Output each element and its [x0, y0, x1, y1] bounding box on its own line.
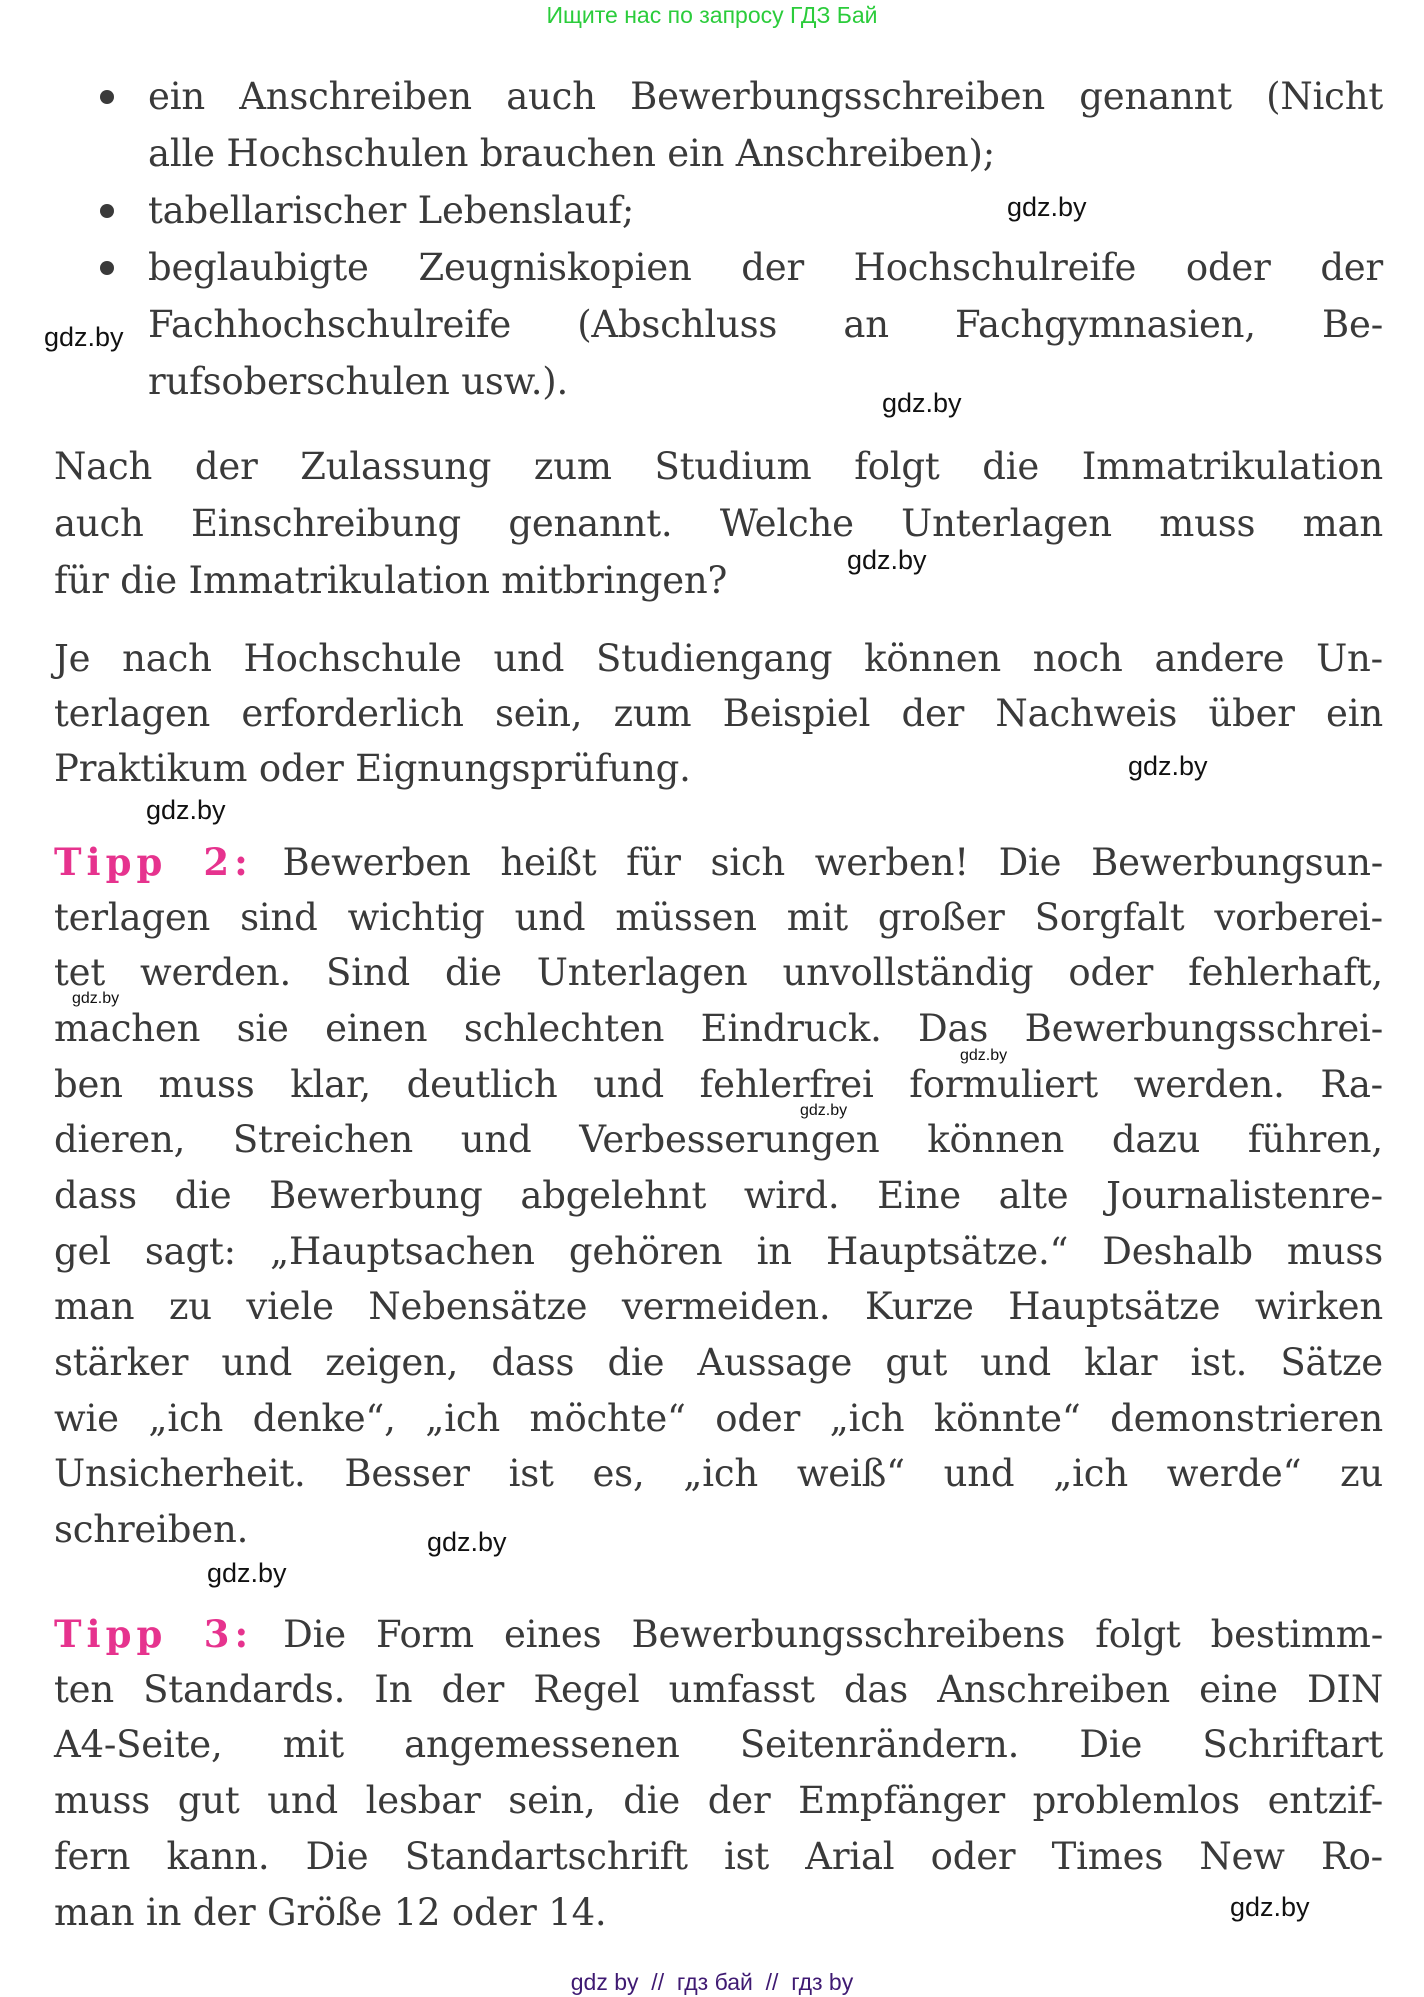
watermark: gdz.by	[1007, 192, 1087, 222]
paragraph-line: ben muss klar, deutlich und fehlerfrei formuliert werden. Ra-	[54, 1063, 1383, 1106]
paragraph-line: auch Einschreibung genannt. Welche Unterlagen muss man	[54, 502, 1383, 545]
watermark: gdz.by	[146, 795, 226, 825]
watermark: gdz.by	[72, 990, 120, 1007]
list-item-line: beglaubigte Zeugniskopien der Hochschulreife oder der	[148, 246, 1383, 289]
paragraph-line: Unsicherheit. Besser ist es, „ich weiß“ und „ich werde“ zu	[54, 1452, 1383, 1495]
bullet-icon	[100, 90, 114, 104]
paragraph-line: terlagen erforderlich sein, zum Beispiel der Nachweis über ein	[54, 692, 1383, 735]
watermark: gdz.by	[847, 545, 927, 575]
paragraph-line: Nach der Zulassung zum Studium folgt die Immatrikulation	[54, 445, 1383, 488]
footer-links: gdz by // гдз бай // гдз by	[570, 1969, 854, 1995]
watermark: gdz.by	[427, 1527, 507, 1557]
list-item-line: tabellarischer Lebenslauf;	[148, 189, 635, 232]
watermark: gdz.by	[882, 388, 962, 418]
list-item-line: Fachhochschulreife (Abschluss an Fachgymnasien, Be-	[148, 303, 1383, 346]
paragraph-line: Praktikum oder Eignungsprüfung.	[54, 747, 691, 790]
watermark: gdz.by	[44, 322, 124, 352]
paragraph-line: muss gut und lesbar sein, die der Empfänger problemlos entzif-	[54, 1779, 1383, 1822]
paragraph-line: gel sagt: „Hauptsachen gehören in Hauptsätze.“ Deshalb muss	[54, 1230, 1383, 1273]
paragraph-line: tet werden. Sind die Unterlagen unvollständig oder fehlerhaft,	[54, 951, 1383, 994]
tipp-3-first-line: Die Form eines Bewerbungsschreibens folgt bestimm-	[283, 1613, 1383, 1656]
watermark: gdz.by	[207, 1558, 287, 1588]
paragraph-line	[54, 1611, 1383, 1657]
search-hint-banner: Ищите нас по запросу ГДЗ Бай	[546, 2, 878, 28]
paragraph-line: terlagen sind wichtig und müssen mit großer Sorgfalt vorberei-	[54, 896, 1383, 939]
list-item-line: ein Anschreiben auch Bewerbungsschreiben genannt (Nicht	[148, 75, 1383, 118]
watermark: gdz.by	[1128, 751, 1208, 781]
bullet-icon	[100, 204, 114, 218]
tipp-2-label: Tipp 2:	[54, 840, 253, 884]
paragraph-line: dass die Bewerbung abgelehnt wird. Eine alte Journalistenre-	[54, 1174, 1383, 1217]
paragraph-line: A4-Seite, mit angemessenen Seitenrändern. Die Schriftart	[54, 1723, 1383, 1766]
list-item-line: alle Hochschulen brauchen ein Anschreiben);	[148, 132, 996, 175]
list-item-line: rufsoberschulen usw.).	[148, 360, 569, 403]
paragraph-line: Je nach Hochschule und Studiengang können noch andere Un-	[54, 637, 1383, 680]
paragraph-line: man zu viele Nebensätze vermeiden. Kurze Hauptsätze wirken	[54, 1285, 1383, 1328]
paragraph-line: dieren, Streichen und Verbesserungen können dazu führen,	[54, 1118, 1383, 1161]
watermark: gdz.by	[1230, 1892, 1310, 1922]
tipp-2-first-line: Bewerben heißt für sich werben! Die Bewerbungsun-	[282, 841, 1383, 884]
paragraph-line: stärker und zeigen, dass die Aussage gut und klar ist. Sätze	[54, 1341, 1383, 1384]
bullet-icon	[100, 261, 114, 275]
paragraph-line	[54, 839, 1383, 885]
paragraph-line: man in der Größe 12 oder 14.	[54, 1891, 607, 1934]
paragraph-line: schreiben.	[54, 1508, 249, 1551]
tipp-3-label: Tipp 3:	[54, 1612, 254, 1656]
paragraph-line: fern kann. Die Standartschrift ist Arial oder Times New Ro-	[54, 1835, 1383, 1878]
watermark: gdz.by	[800, 1102, 848, 1119]
paragraph-line: ten Standards. In der Regel umfasst das Anschreiben eine DIN	[54, 1668, 1383, 1711]
paragraph-line: machen sie einen schlechten Eindruck. Das Bewerbungsschrei-	[54, 1007, 1383, 1050]
paragraph-line: für die Immatrikulation mitbringen?	[54, 559, 728, 602]
paragraph-line: wie „ich denke“, „ich möchte“ oder „ich könnte“ demonstrieren	[54, 1397, 1383, 1440]
watermark: gdz.by	[960, 1047, 1008, 1064]
